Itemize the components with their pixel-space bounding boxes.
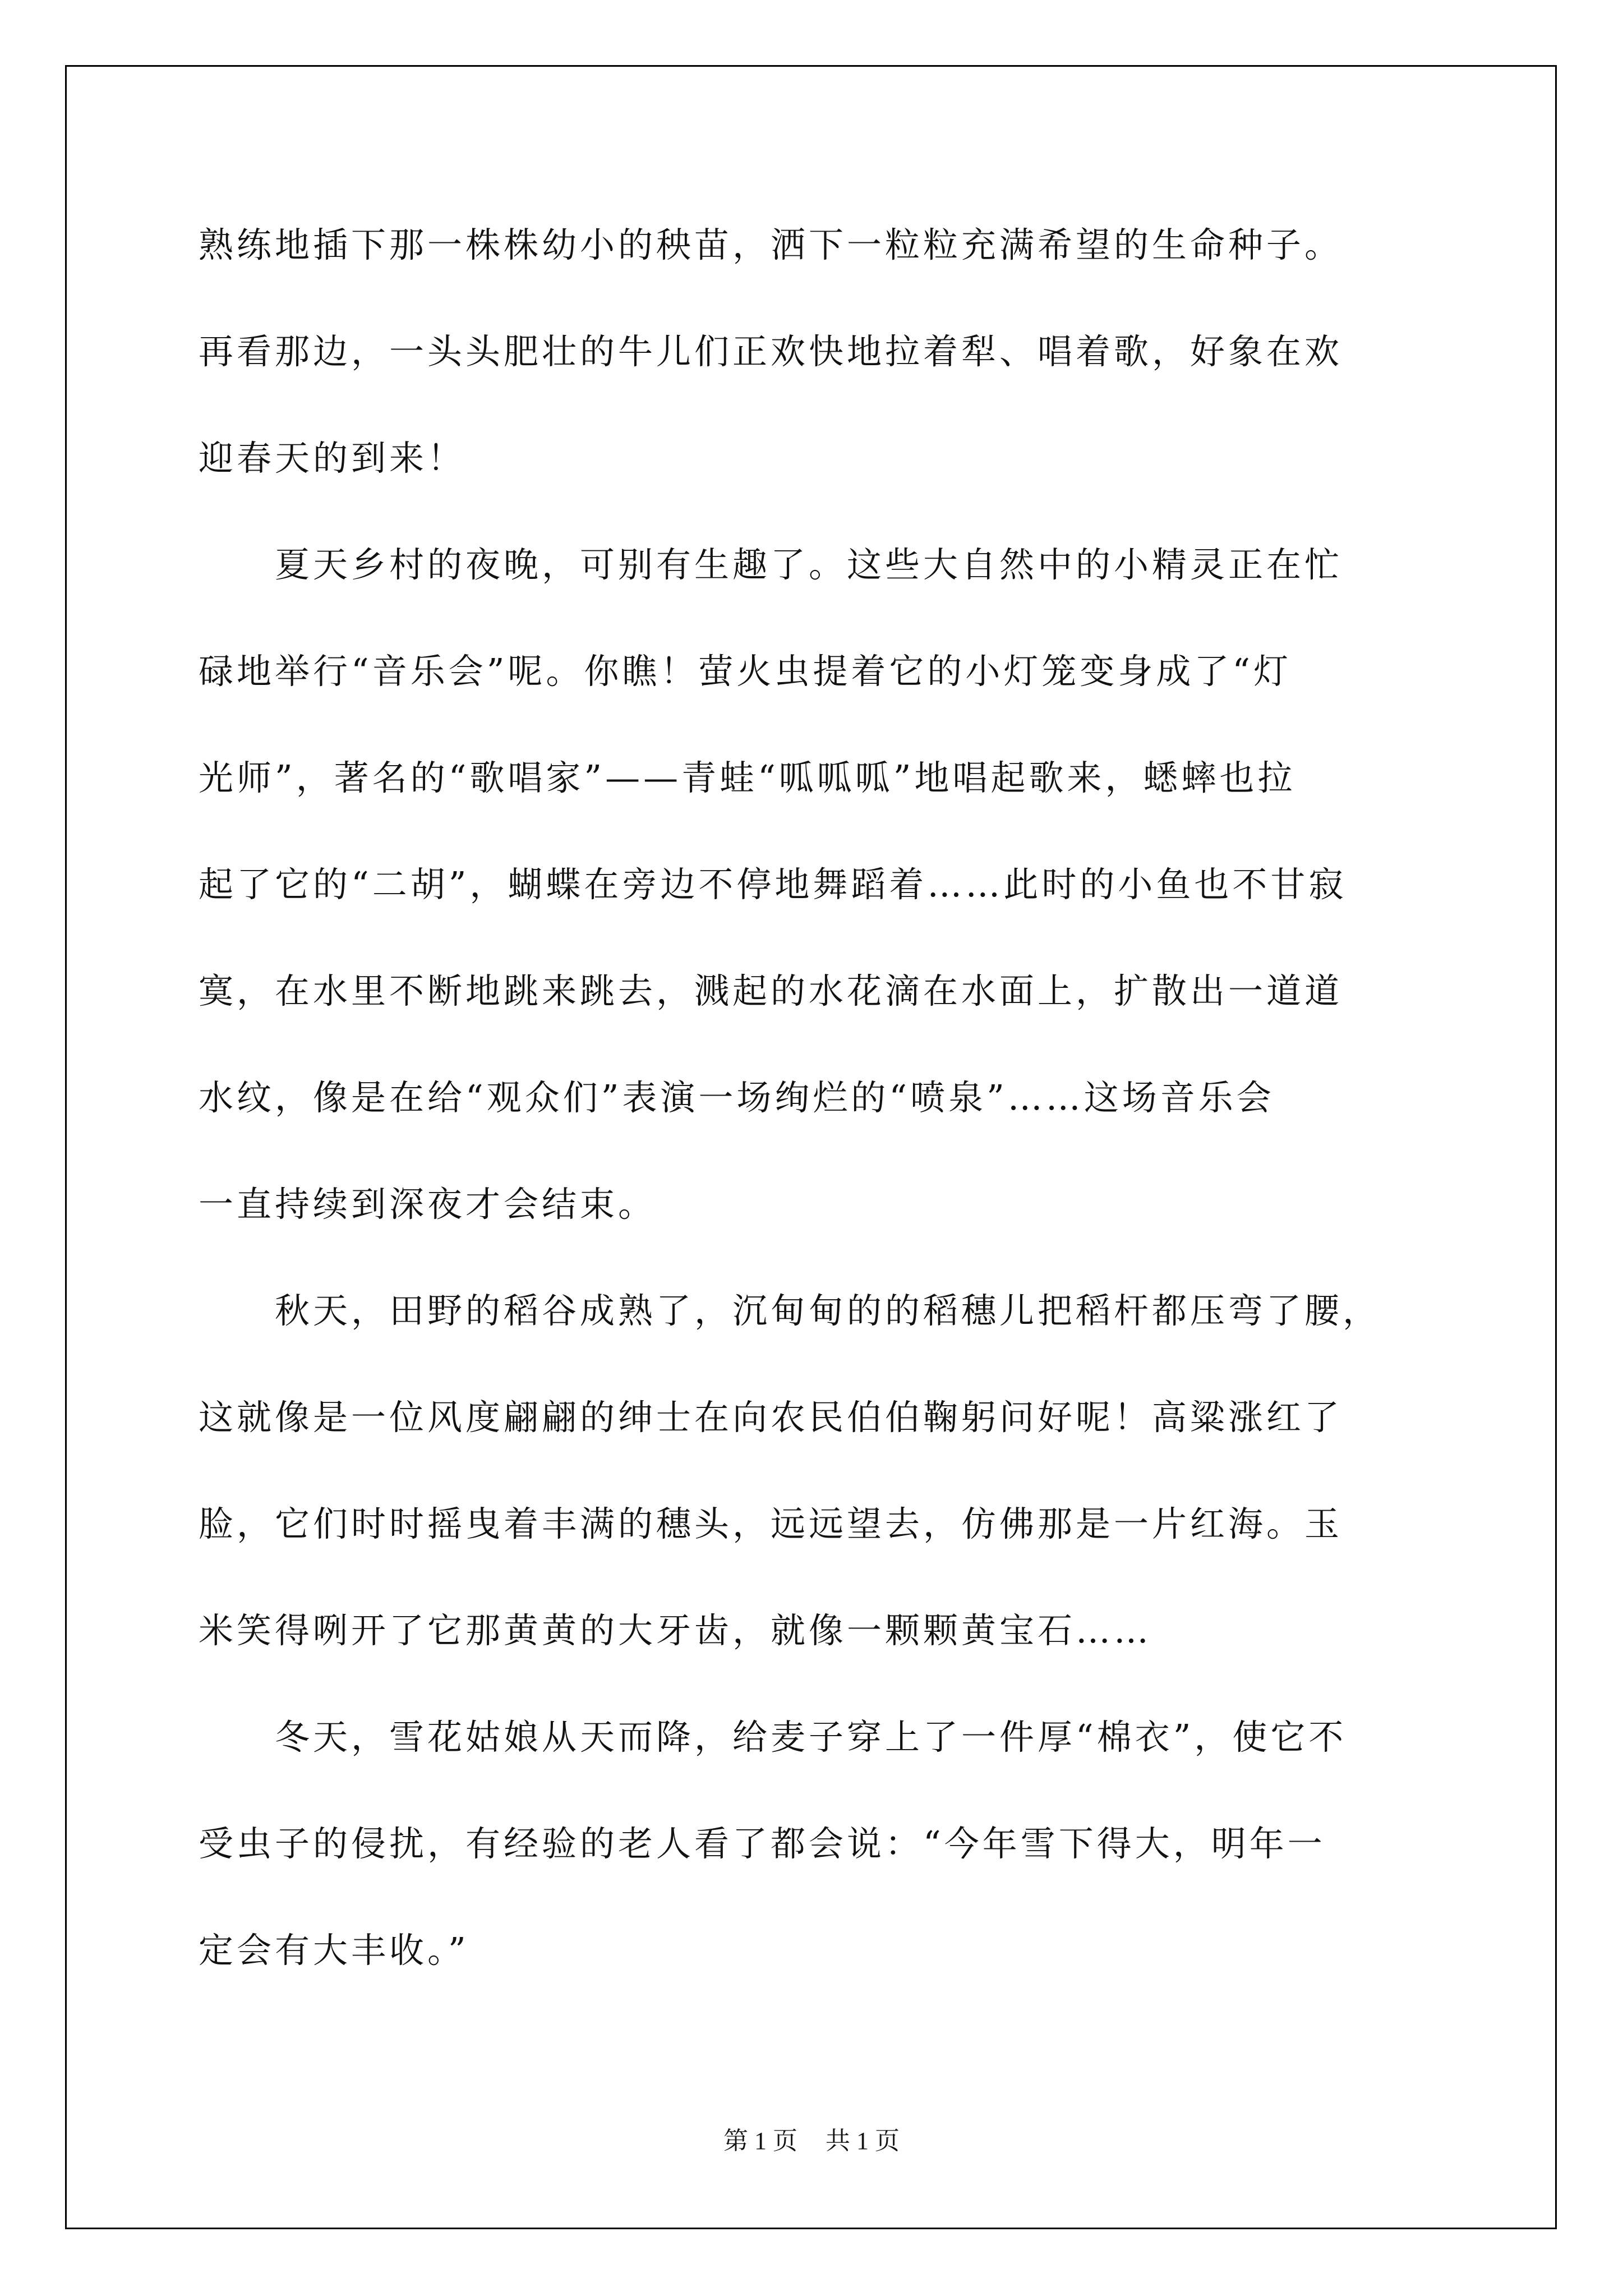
text-line: 夏天乡村的夜晚，可别有生趣了。这些大自然中的小精灵正在忙 <box>199 544 1343 585</box>
text-line: 水纹，像是在给“观众们”表演一场绚烂的“喷泉”……这场音乐会 <box>199 1077 1275 1118</box>
text-line: 脸，它们时时摇曳着丰满的穗头，远远望去，仿佛那是一片红海。玉 <box>199 1503 1343 1544</box>
text-line: 起了它的“二胡”，蝴蝶在旁边不停地舞蹈着……此时的小鱼也不甘寂 <box>199 864 1347 905</box>
text-line: 定会有大丰收。” <box>199 1930 469 1971</box>
page-footer <box>0 2120 1623 2156</box>
text-line: 迎春天的到来！ <box>199 438 466 478</box>
text-line: 这就像是一位风度翩翩的绅士在向农民伯伯鞠躬问好呢！高粱涨红了 <box>199 1397 1343 1438</box>
text-line: 光师”，著名的“歌唱家”——青蛙“呱呱呱”地唱起歌来，蟋蟀也拉 <box>199 757 1296 798</box>
text-line: 米笑得咧开了它那黄黄的大牙齿，就像一颗颗黄宝石…… <box>199 1610 1152 1651</box>
text-line: 碌地举行“音乐会”呢。你瞧！萤火虫提着它的小灯笼变身成了“灯 <box>199 651 1292 692</box>
text-line: 冬天，雪花姑娘从天而降，给麦子穿上了一件厚“棉衣”，使它不 <box>199 1717 1347 1757</box>
text-line: 一直持续到深夜才会结束。 <box>199 1184 657 1225</box>
text-line: 受虫子的侵扰，有经验的老人看了都会说：“今年雪下得大，明年一 <box>199 1823 1326 1864</box>
page-number-total: 共 1 页 <box>826 2127 900 2155</box>
document-body <box>199 192 1441 2004</box>
text-line: 熟练地插下那一株株幼小的秧苗，洒下一粒粒充满希望的生命种子。 <box>199 224 1343 265</box>
text-line: 再看那边，一头头肥壮的牛儿们正欢快地拉着犁、唱着歌，好象在欢 <box>199 331 1343 372</box>
page-number-current: 第 1 页 <box>723 2127 797 2155</box>
text-line: 秋天，田野的稻谷成熟了，沉甸甸的的稻穗儿把稻杆都压弯了腰， <box>199 1290 1381 1331</box>
text-line: 寞，在水里不断地跳来跳去，溅起的水花滴在水面上，扩散出一道道 <box>199 970 1343 1011</box>
